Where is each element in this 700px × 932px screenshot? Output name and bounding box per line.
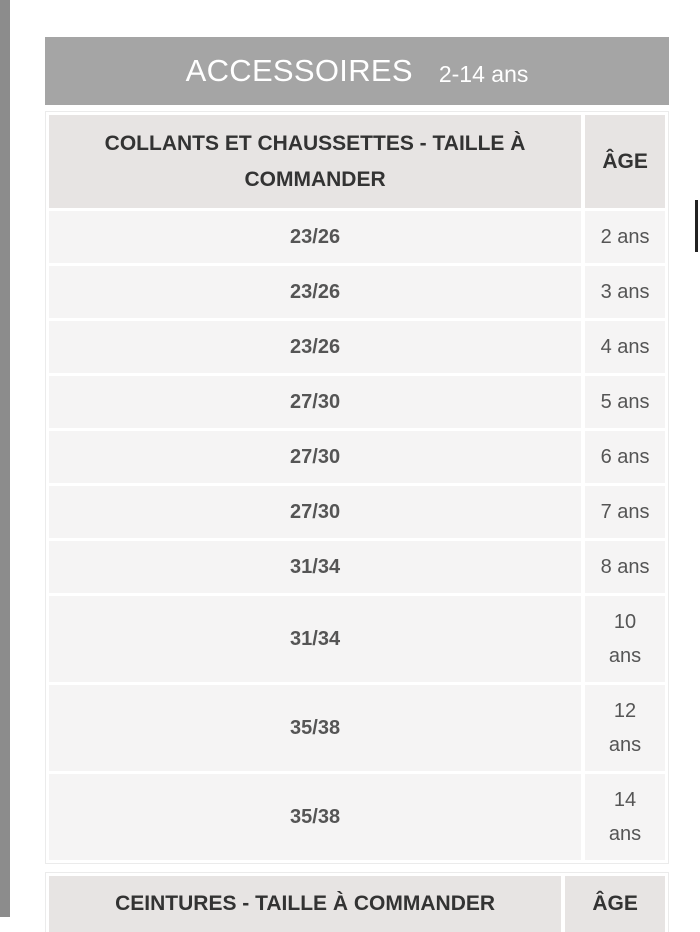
size-cell: 35/38: [49, 774, 581, 860]
size-cell: 31/34: [49, 541, 581, 593]
age-column-header: ÂGE: [585, 115, 665, 208]
age-column-header: ÂGE: [565, 876, 665, 932]
size-cell: 23/26: [49, 211, 581, 263]
table-header-row: [49, 115, 665, 208]
table-row: [49, 211, 665, 263]
age-cell: 5 ans: [585, 376, 665, 428]
size-cell: 27/30: [49, 431, 581, 483]
section-title-bar: [45, 37, 669, 105]
age-cell: 14 ans: [585, 774, 665, 860]
age-cell: 2 ans: [585, 211, 665, 263]
size-cell: 31/34: [49, 596, 581, 682]
table-row: [49, 685, 665, 771]
section-title: ACCESSOIRES: [185, 53, 413, 88]
age-cell: 4 ans: [585, 321, 665, 373]
age-cell: 7 ans: [585, 486, 665, 538]
table-row: [49, 596, 665, 682]
table-row: [49, 486, 665, 538]
age-cell: 6 ans: [585, 431, 665, 483]
size-cell: 27/30: [49, 486, 581, 538]
table-row: [49, 774, 665, 860]
table-header-row: [49, 876, 665, 932]
tights-size-table: [45, 111, 669, 864]
age-cell: 10 ans: [585, 596, 665, 682]
table-row: [49, 376, 665, 428]
age-cell: 3 ans: [585, 266, 665, 318]
left-edge-bar: [0, 0, 10, 917]
scroll-indicator: [695, 200, 698, 252]
size-cell: 27/30: [49, 376, 581, 428]
size-column-header: CEINTURES - TAILLE À COMMANDER: [49, 876, 561, 932]
section-age-range: 2-14 ans: [438, 60, 529, 87]
table-row: [49, 321, 665, 373]
table-row: [49, 266, 665, 318]
size-cell: 35/38: [49, 685, 581, 771]
size-column-header: COLLANTS ET CHAUSSETTES - TAILLE À COMMANDER: [49, 115, 581, 208]
age-cell: 8 ans: [585, 541, 665, 593]
size-cell: 23/26: [49, 266, 581, 318]
size-cell: 23/26: [49, 321, 581, 373]
table-row: [49, 541, 665, 593]
belts-size-table: [45, 872, 669, 932]
age-cell: 12 ans: [585, 685, 665, 771]
table-row: [49, 431, 665, 483]
size-guide: [45, 37, 669, 932]
